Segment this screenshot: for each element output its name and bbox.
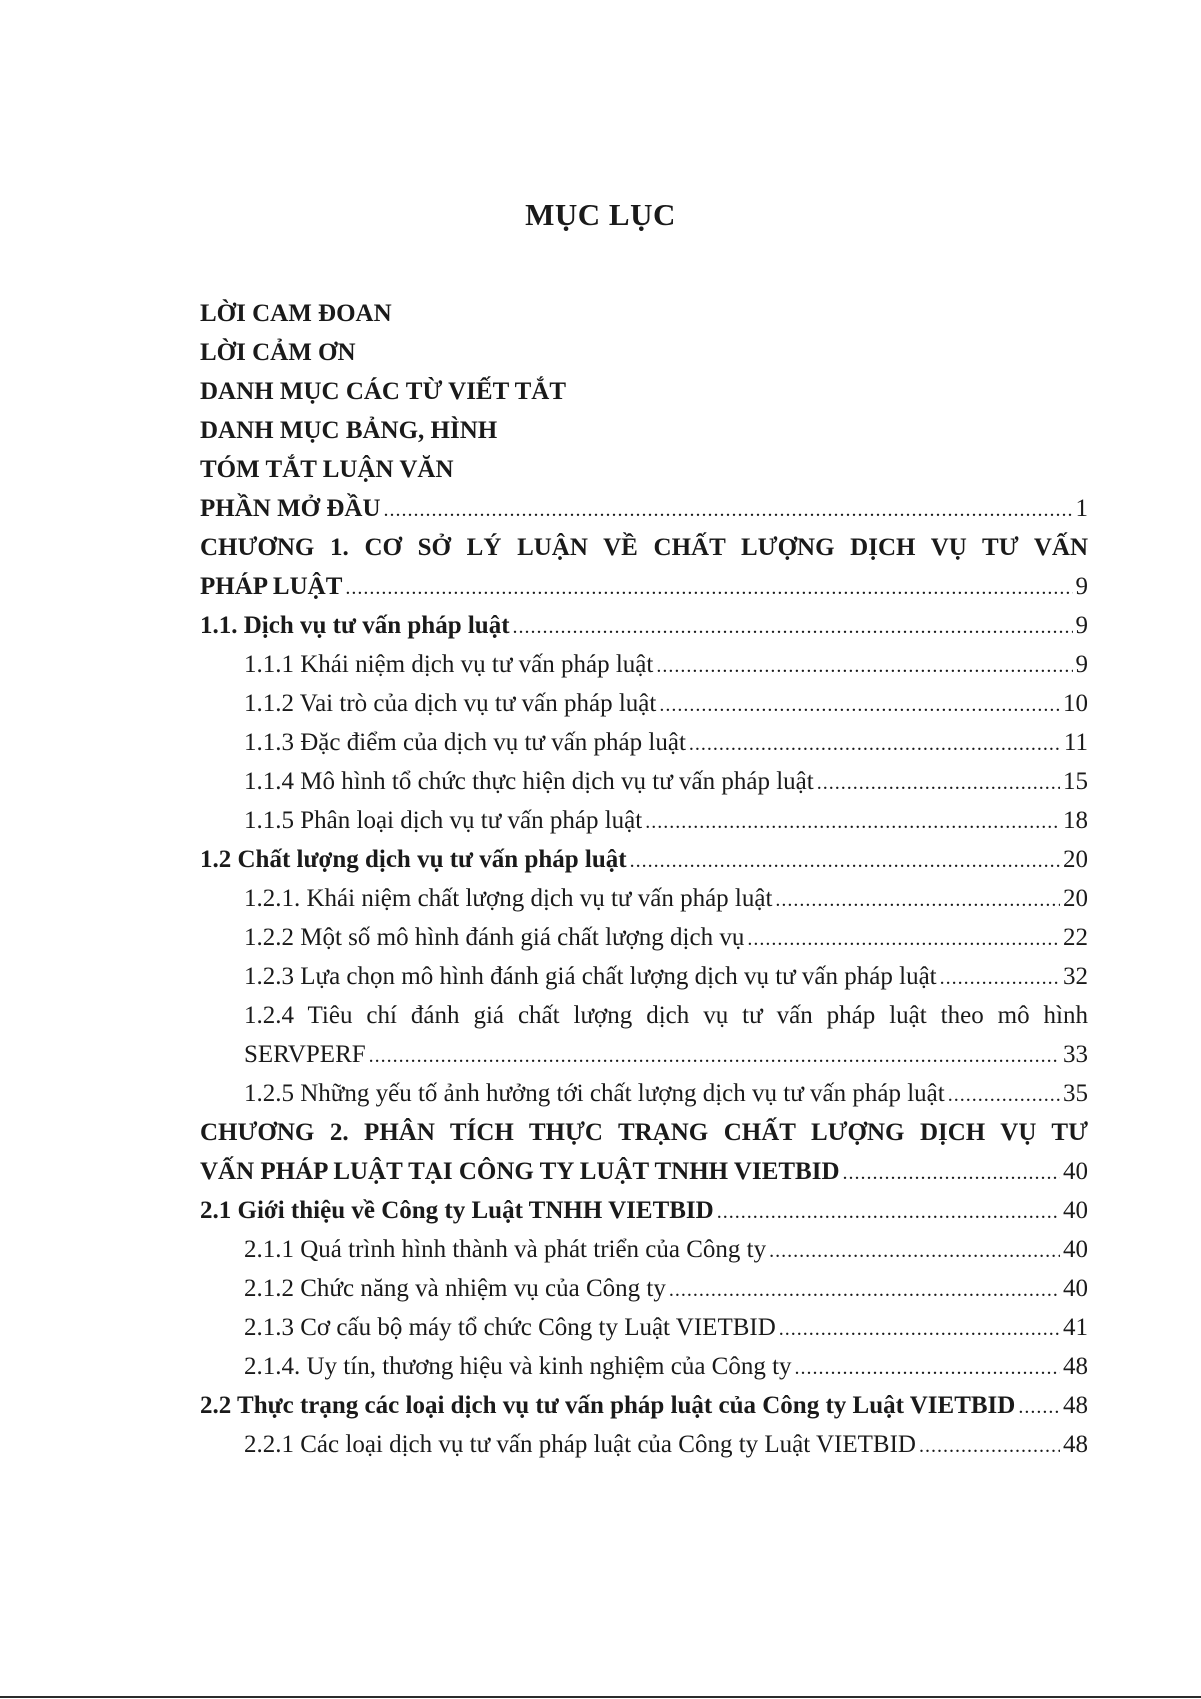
toc-section-2-1 [200, 1191, 1088, 1230]
dot-leader [669, 1271, 1060, 1310]
dot-leader [769, 1232, 1060, 1271]
dot-leader [948, 1076, 1060, 1115]
dot-leader [645, 803, 1060, 842]
toc-page-number: 9 [1075, 612, 1088, 639]
dot-leader [369, 1037, 1060, 1076]
dot-leader [630, 842, 1060, 881]
toc-subsection [244, 957, 1088, 996]
toc-front-matter-item: LỜI CẢM ƠN [200, 339, 356, 366]
toc-entry-text: 2.1.4. Uy tín, thương hiệu và kinh nghiệm của Công ty [244, 1353, 792, 1380]
toc-page-number: 9 [1075, 651, 1088, 678]
toc-page-number: 40 [1063, 1197, 1088, 1224]
toc-front-matter-item: DANH MỤC BẢNG, HÌNH [200, 417, 498, 444]
toc-subsection [244, 1308, 1088, 1347]
toc-subsection [244, 801, 1088, 840]
page-title: MỤC LỤC [525, 197, 676, 232]
dot-leader [717, 1193, 1060, 1232]
toc-section-1-2 [200, 840, 1088, 879]
toc-entry-text: PHÁP LUẬT [200, 573, 343, 600]
toc-entry-text: 1.2 Chất lượng dịch vụ tư vấn pháp luật [200, 846, 627, 873]
toc-page-number: 35 [1063, 1080, 1088, 1107]
page-bottom-edge [0, 1696, 1201, 1698]
toc-page-number: 9 [1075, 573, 1088, 600]
toc-subsection [244, 918, 1088, 957]
toc-page-number: 32 [1063, 963, 1088, 990]
toc-front-matter-item: DANH MỤC CÁC TỪ VIẾT TẮT [200, 378, 567, 405]
toc-entry-text: 2.2 Thực trạng các loại dịch vụ tư vấn pháp luật của Công ty Luật VIETBID [200, 1392, 1016, 1419]
dot-leader [689, 725, 1061, 764]
toc-page-number: 10 [1063, 690, 1088, 717]
toc-entry-text: 2.1.1 Quá trình hình thành và phát triển của Công ty [244, 1236, 767, 1263]
toc-entry-text: 2.1 Giới thiệu về Công ty Luật TNHH VIETBID [200, 1197, 714, 1224]
toc-page-number: 40 [1063, 1236, 1088, 1263]
toc-page-number: 33 [1063, 1041, 1088, 1068]
toc-entry-text: 2.2.1 Các loại dịch vụ tư vấn pháp luật của Công ty Luật VIETBID [244, 1431, 916, 1458]
dot-leader [843, 1154, 1060, 1193]
toc-page-number: 40 [1063, 1158, 1088, 1185]
toc-entry-text: 1.2.5 Những yếu tố ảnh hưởng tới chất lượng dịch vụ tư vấn pháp luật [244, 1080, 945, 1107]
toc-subsection [244, 1230, 1088, 1269]
toc-entry-text: 2.1.3 Cơ cấu bộ máy tổ chức Công ty Luật VIETBID [244, 1314, 776, 1341]
toc-entry-text: 1.1.3 Đặc điểm của dịch vụ tư vấn pháp luật [244, 729, 686, 756]
dot-leader [384, 491, 1073, 530]
toc-page-number: 20 [1063, 885, 1088, 912]
toc-subsection [244, 1425, 1088, 1464]
toc-entry-text: 1.1.4 Mô hình tổ chức thực hiện dịch vụ tư vấn pháp luật [244, 768, 814, 795]
toc-subsection [244, 879, 1088, 918]
toc-subsection [244, 762, 1088, 801]
dot-leader [656, 647, 1072, 686]
toc-section-1-1 [200, 606, 1088, 645]
toc-page-number: 20 [1063, 846, 1088, 873]
toc-page-number: 11 [1063, 729, 1088, 756]
toc-subsection [244, 1347, 1088, 1386]
toc-entry-text: 2.1.2 Chức năng và nhiệm vụ của Công ty [244, 1275, 666, 1302]
toc-entry-text: SERVPERF [244, 1041, 366, 1068]
toc-page-number: 18 [1063, 807, 1088, 834]
toc-subsection-cont [244, 1035, 1088, 1074]
toc-subsection [244, 645, 1088, 684]
toc-page-number: 22 [1063, 924, 1088, 951]
toc-page-number: 48 [1063, 1353, 1088, 1380]
toc-entry-text: VẤN PHÁP LUẬT TẠI CÔNG TY LUẬT TNHH VIETBID [200, 1158, 840, 1185]
dot-leader [919, 1427, 1060, 1466]
toc-entry-text: 1.1.5 Phân loại dịch vụ tư vấn pháp luật [244, 807, 643, 834]
toc-entry-text: CHƯƠNG 2. PHÂN TÍCH THỰC TRẠNG CHẤT LƯỢNG DỊCH VỤ TƯ [200, 1119, 1088, 1146]
dot-leader [795, 1349, 1060, 1388]
dot-leader [940, 959, 1060, 998]
toc-page-number: 15 [1063, 768, 1088, 795]
dot-leader [747, 920, 1060, 959]
toc-entry-text: CHƯƠNG 1. CƠ SỞ LÝ LUẬN VỀ CHẤT LƯỢNG DỊCH VỤ TƯ VẤN [200, 534, 1088, 561]
toc-subsection [244, 723, 1088, 762]
table-of-contents [200, 294, 1088, 1464]
toc-subsection [244, 996, 1088, 1035]
toc-entry-text: 1.1. Dịch vụ tư vấn pháp luật [200, 612, 510, 639]
toc-section-2-2 [200, 1386, 1088, 1425]
toc-chapter-2-heading-cont [200, 1152, 1088, 1191]
toc-chapter-1-heading-cont [200, 567, 1088, 606]
toc-chapter-2-heading [200, 1113, 1088, 1152]
toc-page-number: 48 [1063, 1431, 1088, 1458]
toc-front-matter-item: TÓM TẮT LUẬN VĂN [200, 456, 454, 483]
toc-entry-text: 1.2.4 Tiêu chí đánh giá chất lượng dịch vụ tư vấn pháp luật theo mô hình [244, 1002, 1088, 1029]
dot-leader [345, 569, 1072, 608]
toc-page-number: 48 [1063, 1392, 1088, 1419]
toc-entry-text: 1.2.1. Khái niệm chất lượng dịch vụ tư vấn pháp luật [244, 885, 773, 912]
dot-leader [513, 608, 1073, 647]
toc-entry-text: 1.1.2 Vai trò của dịch vụ tư vấn pháp luật [244, 690, 657, 717]
dot-leader [775, 881, 1060, 920]
toc-front-matter-item: LỜI CAM ĐOAN [200, 300, 392, 327]
toc-subsection [244, 1269, 1088, 1308]
toc-entry-text: 1.2.2 Một số mô hình đánh giá chất lượng dịch vụ [244, 924, 745, 951]
toc-subsection [244, 1074, 1088, 1113]
toc-chapter-1-heading [200, 528, 1088, 567]
toc-entry-intro [200, 489, 1088, 528]
toc-subsection [244, 684, 1088, 723]
dot-leader [659, 686, 1060, 725]
dot-leader [779, 1310, 1060, 1349]
toc-page-number: 40 [1063, 1275, 1088, 1302]
toc-entry-text: 1.2.3 Lựa chọn mô hình đánh giá chất lượng dịch vụ tư vấn pháp luật [244, 963, 937, 990]
dot-leader [817, 764, 1060, 803]
toc-entry-text: PHẦN MỞ ĐẦU [200, 495, 381, 522]
toc-entry-text: 1.1.1 Khái niệm dịch vụ tư vấn pháp luật [244, 651, 654, 678]
dot-leader [1018, 1388, 1060, 1427]
toc-page-number: 1 [1075, 495, 1088, 522]
toc-page-number: 41 [1063, 1314, 1088, 1341]
